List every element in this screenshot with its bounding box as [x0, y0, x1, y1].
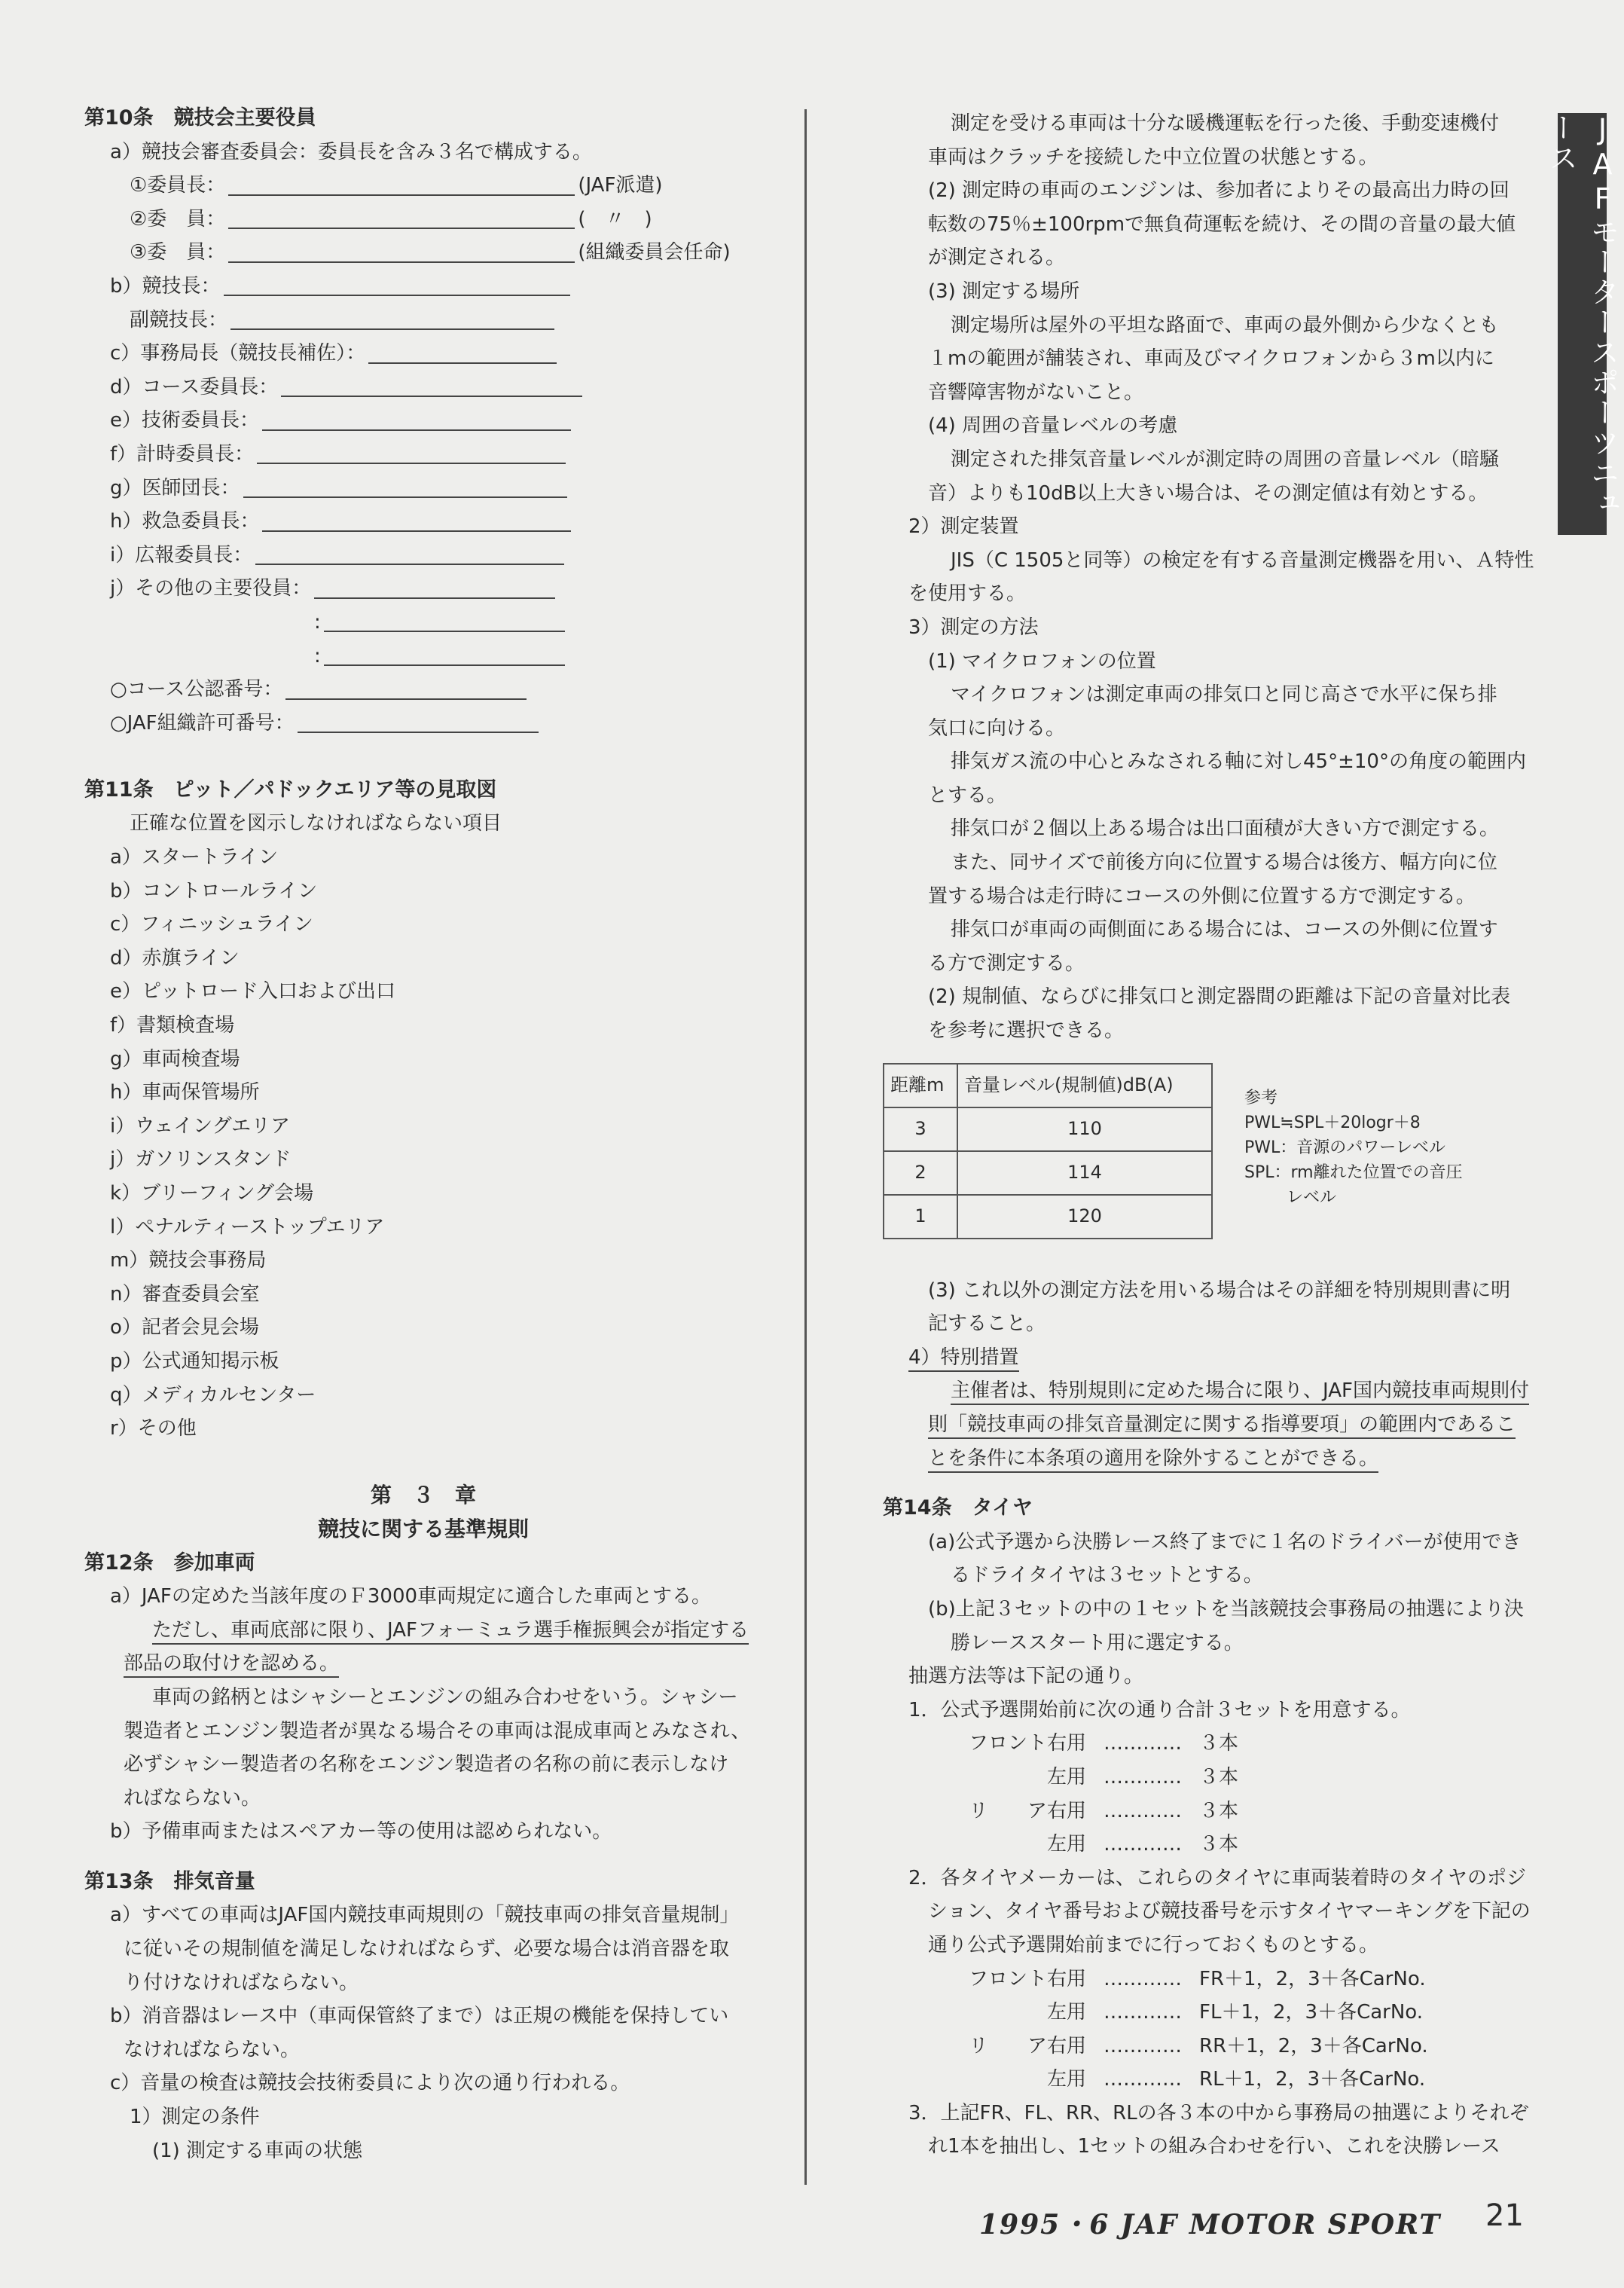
list-item: a）スタートライン — [110, 846, 279, 869]
list-item: m）競技会事務局 — [110, 1249, 267, 1272]
para-line: 主催者は、特別規則に定めた場合に限り、JAF国内競技車両規則付 — [883, 1374, 1516, 1408]
para-line: 置する場合は走行時にコースの外側に位置する方で測定する。 — [928, 884, 1476, 908]
para-line: 4）特別措置 — [883, 1341, 1516, 1375]
para-line: を使用する。 — [908, 582, 1027, 606]
art13-b1: b）消音器はレース中（車両保管終了まで）は正規の機能を保持してい — [110, 2005, 729, 2028]
art10-j: j）その他の主要役員： — [84, 572, 762, 606]
tire-set-row: 左用 ………… ３本 — [1046, 1765, 1239, 1789]
note-line: SPL：rm離れた位置での音圧 — [1244, 1162, 1463, 1182]
art10-j-extra2: : — [84, 640, 762, 674]
blank-line — [224, 276, 570, 296]
art13-a3: り付けなければならない。 — [124, 1971, 359, 1994]
blank-line — [243, 478, 567, 498]
art14-c: 抽選方法等は下記の通り。 — [908, 1665, 1144, 1688]
art13-c2: 1）測定の条件 — [130, 2106, 260, 2129]
art14-s2c: 通り公式予選開始前までに行っておくものとする。 — [928, 1933, 1379, 1957]
blank-line — [368, 344, 557, 364]
art14-s1: 1．公式予選開始前に次の通り合計３セットを用意する。 — [908, 1698, 1411, 1721]
art14-a2: るドライタイヤは３セットとする。 — [951, 1564, 1263, 1587]
article-12-title: 第12条 参加車両 — [84, 1550, 255, 1575]
list-item: l）ペナルティーストップエリア — [110, 1215, 385, 1239]
reference-note — [1244, 1086, 1463, 1210]
art10-j-extra1: : — [84, 606, 762, 640]
art14-s2b: ション、タイヤ番号および競技番号を示すタイヤマーキングを下記の — [928, 1900, 1531, 1923]
art10-b: b）競技長： — [84, 270, 762, 304]
art14-a1: (a)公式予選から決勝レース終了までに１名のドライバーが使用でき — [928, 1530, 1522, 1553]
blank-line — [298, 713, 539, 733]
art11-intro: 正確な位置を図示しなければならない項目 — [130, 812, 502, 835]
page-number: 21 — [1485, 2198, 1524, 2233]
blank-line — [262, 411, 571, 431]
para-line: 排気ガス流の中心とみなされる軸に対し45°±10°の角度の範囲内 — [951, 750, 1526, 774]
table-row — [884, 1107, 1212, 1151]
blank-line — [285, 680, 527, 700]
list-item: k）ブリーフィング会場 — [110, 1182, 314, 1205]
art10-k: ○コース公認番号： — [84, 673, 762, 707]
blank-line — [228, 176, 575, 196]
table-header-cell: 距離m — [884, 1064, 957, 1107]
blank-line — [255, 545, 564, 565]
para-line: (3) 測定する場所 — [928, 280, 1080, 303]
list-item: p）公式通知掲示板 — [110, 1349, 279, 1373]
art10-c: c）事務局長（競技長補佐）： — [84, 337, 762, 371]
note-line: PWL：音源のパワーレベル — [1244, 1138, 1445, 1157]
sound-level-table-block — [883, 1063, 1516, 1259]
art12-a4: 車両の銘柄とはシャシーとエンジンの組み合わせをいう。シャシー — [152, 1685, 738, 1709]
art13-b2: なければならない。 — [124, 2038, 301, 2061]
para-line: また、同サイズで前後方向に位置する場合は後方、幅方向に位 — [951, 851, 1497, 875]
para-line: マイクロフォンは測定車両の排気口と同じ高さで水平に保ち排 — [951, 683, 1497, 707]
right-column — [883, 107, 1534, 2164]
art13-c3: (1) 測定する車両の状態 — [152, 2139, 363, 2162]
list-item: n）審査委員会室 — [110, 1282, 260, 1306]
para-line: とする。 — [928, 784, 1007, 807]
art10-i: i）広報委員長： — [84, 539, 762, 573]
art13-a2: に従いその規制値を満足しなければならず、必要な場合は消音器を取 — [124, 1938, 729, 1961]
left-column — [84, 102, 762, 2167]
para-line: (4) 周囲の音量レベルの考慮 — [928, 414, 1178, 438]
art14-b1: (b)上記３セットの中の１セットを当該競技会事務局の抽選により決 — [928, 1597, 1524, 1621]
para-line: 音）よりも10dB以上大きい場合は、その測定値は有効とする。 — [928, 481, 1488, 505]
para-line: (2) 規制値、ならびに排気口と測定器間の距離は下記の音量対比表 — [928, 985, 1511, 1009]
art14-s2a: 2．各タイヤメーカーは、これらのタイヤに車両装着時のタイヤのポジ — [908, 1866, 1526, 1889]
art10-m1: ①委員長： (JAF派遣) — [130, 174, 663, 197]
list-item: o）記者会見会場 — [110, 1316, 259, 1340]
table-cell: 114 — [957, 1151, 1212, 1195]
sound-level-table — [883, 1063, 1213, 1239]
para-line: 2）測定装置 — [908, 515, 1019, 539]
list-item: q）メディカルセンター — [110, 1383, 316, 1407]
para-line: 測定場所は屋外の平坦な路面で、車両の最外側から少なくとも — [951, 313, 1499, 337]
art10-b2: 副競技長： — [84, 304, 762, 338]
note-line: 参考 — [1244, 1088, 1278, 1107]
tire-marking-row: リ ア右用 ………… RR＋1，2，3＋各CarNo. — [968, 2034, 1428, 2057]
tire-set-row: リ ア右用 ………… ３本 — [968, 1799, 1239, 1822]
art12-b: b）予備車両またはスペアカー等の使用は認められない。 — [110, 1820, 612, 1844]
list-item: h）車両保管場所 — [110, 1081, 260, 1104]
article-10-title: 第10条 競技会主要役員 — [84, 106, 316, 130]
art12-a6: 必ずシャシー製造者の名称をエンジン製造者の名称の前に表示しなけ — [124, 1753, 729, 1776]
list-item: g）車両検査場 — [110, 1047, 240, 1071]
tire-marking-row: 左用 ………… FL＋1，2，3＋各CarNo. — [1046, 2001, 1424, 2024]
art12-a1: a）JAFの定めた当該年度のＦ3000車両規定に適合した車両とする。 — [110, 1585, 712, 1608]
para-line: 転数の75％±100rpmで無負荷運転を続け、その間の音量の最大値 — [928, 212, 1516, 236]
list-item: r）その他 — [110, 1417, 197, 1440]
para-line: 排気口が２個以上ある場合は出口面積が大きい方で測定する。 — [951, 817, 1500, 841]
table-cell: 120 — [957, 1195, 1212, 1239]
note-line: レベル — [1287, 1187, 1337, 1207]
list-item: d）赤旗ライン — [110, 946, 240, 970]
para-line: (1) マイクロフォンの位置 — [928, 649, 1156, 673]
para-line: を参考に選択できる。 — [928, 1019, 1125, 1043]
art10-l: ○JAF組織許可番号： — [84, 707, 762, 741]
tire-marking-row: フロント右用 ………… FR＋1，2，3＋各CarNo. — [968, 1967, 1426, 1990]
para-line: 3）測定の方法 — [908, 616, 1039, 639]
para-line: 気口に向ける。 — [928, 716, 1066, 740]
art13-a1: a）すべての車両はJAF国内競技車両規則の「競技車両の排気音量規制」 — [110, 1904, 740, 1927]
blank-line — [262, 512, 571, 532]
art10-e: e）技術委員長： — [84, 404, 762, 438]
table-header-cell: 音量レベル(規制値)dB(A) — [957, 1064, 1212, 1107]
blank-line — [228, 209, 575, 229]
tire-set-row: フロント右用 ………… ３本 — [968, 1732, 1239, 1755]
art10-h: h）救急委員長： — [84, 505, 762, 539]
table-header-row — [884, 1064, 1212, 1107]
tire-marking-row: 左用 ………… RL＋1，2，3＋各CarNo. — [1046, 2068, 1426, 2091]
para-line: とを条件に本条項の適用を除外することができる。 — [883, 1442, 1516, 1476]
table-row — [884, 1195, 1212, 1239]
para-line: (3) これ以外の測定方法を用いる場合はその詳細を特別規則書に明 — [928, 1278, 1511, 1302]
art14-s3a: 3．上記FR、FL、RR、RLの各３本の中から事務局の抽選によりそれぞ — [908, 2101, 1529, 2125]
para-line: 測定された排気音量レベルが測定時の周囲の音量レベル（暗騒 — [951, 448, 1500, 471]
list-item: c）フィニッシュライン — [110, 913, 313, 936]
art12-a3: 部品の取付けを認める。 — [84, 1647, 762, 1681]
blank-line — [228, 243, 575, 263]
para-line: 則「競技車両の排気音量測定に関する指導要項」の範囲内であるこ — [883, 1408, 1516, 1442]
list-item: e）ピットロード入口および出口 — [110, 980, 395, 1003]
para-line: 排気口が車両の両側面にある場合には、コースの外側に位置す — [951, 918, 1498, 942]
blank-line — [281, 377, 582, 397]
chapter-title: 競技に関する基準規則 — [317, 1516, 529, 1541]
art13-c1: c）音量の検査は競技会技術委員により次の通り行われる。 — [110, 2072, 630, 2095]
art10-f: f）計時委員長： — [84, 438, 762, 472]
para-line: 測定を受ける車両は十分な暖機運転を行った後、手動変速機付 — [951, 112, 1500, 135]
magazine-folio: 1995・6 JAF MOTOR SPORT — [979, 2209, 1442, 2241]
table-cell: 2 — [884, 1151, 957, 1195]
art12-a7: ればならない。 — [124, 1786, 261, 1810]
para-line: が測定される。 — [928, 246, 1066, 270]
art10-m3: ③委 員： (組織委員会任命) — [130, 241, 731, 264]
blank-line — [314, 579, 555, 599]
para-line: １mの範囲が舗装され、車両及びマイクロフォンから３m以内に — [928, 347, 1494, 371]
table-cell: 110 — [957, 1107, 1212, 1151]
list-item: f）書類検査場 — [110, 1014, 235, 1037]
art14-s3b: れ1本を抽出し、1セットの組み合わせを行い、これを決勝レース — [928, 2135, 1500, 2158]
para-line: 音響障害物がないこと。 — [928, 380, 1144, 404]
list-item: j）ガソリンスタンド — [110, 1148, 292, 1171]
para-line: 車両はクラッチを接続した中立位置の状態とする。 — [928, 145, 1378, 169]
column-divider — [804, 109, 807, 2185]
tire-set-row: 左用 ………… ３本 — [1046, 1833, 1239, 1856]
list-item: b）コントロールライン — [110, 879, 318, 903]
blank-line — [257, 444, 566, 464]
article-11-title: 第11条 ピット／パドックエリア等の見取図 — [84, 777, 497, 802]
table-row — [884, 1151, 1212, 1195]
article-13-title: 第13条 排気音量 — [84, 1869, 255, 1893]
blank-line — [324, 612, 565, 632]
art10-m2: ②委 員： ( 〃 ) — [130, 207, 652, 231]
art12-a5: 製造者とエンジン製造者が異なる場合その車両は混成車両とみなされ、 — [124, 1719, 751, 1743]
table-cell: 1 — [884, 1195, 957, 1239]
para-line: 記すること。 — [928, 1312, 1046, 1336]
para-line: JIS（C 1505と同等）の検定を有する音量測定機器を用い、Ａ特性 — [951, 548, 1534, 572]
art10-g: g）医師団長： — [84, 472, 762, 506]
article-14-title: 第14条 タイヤ — [883, 1496, 1033, 1520]
art10-d: d）コース委員長： — [84, 371, 762, 405]
table-cell: 3 — [884, 1107, 957, 1151]
note-line: PWL≒SPL＋20logr＋8 — [1244, 1113, 1421, 1132]
magazine-side-band: JAFモータースポーツニュース — [1558, 113, 1607, 535]
art12-a2: ただし、車両底部に限り、JAFフォーミュラ選手権振興会が指定する — [84, 1614, 762, 1648]
blank-line — [324, 646, 565, 666]
art10-a: a）競技会審査委員会：委員長を含み３名で構成する。 — [110, 140, 592, 163]
chapter-number: 第 ３ 章 — [370, 1483, 476, 1508]
blank-line — [230, 310, 554, 330]
para-line: る方で測定する。 — [928, 952, 1085, 975]
list-item: i）ウェイングエリア — [110, 1114, 291, 1138]
para-line: (2) 測定時の車両のエンジンは、参加者によりその最高出力時の回 — [928, 179, 1510, 203]
art14-b2: 勝レーススタート用に選定する。 — [951, 1631, 1244, 1654]
